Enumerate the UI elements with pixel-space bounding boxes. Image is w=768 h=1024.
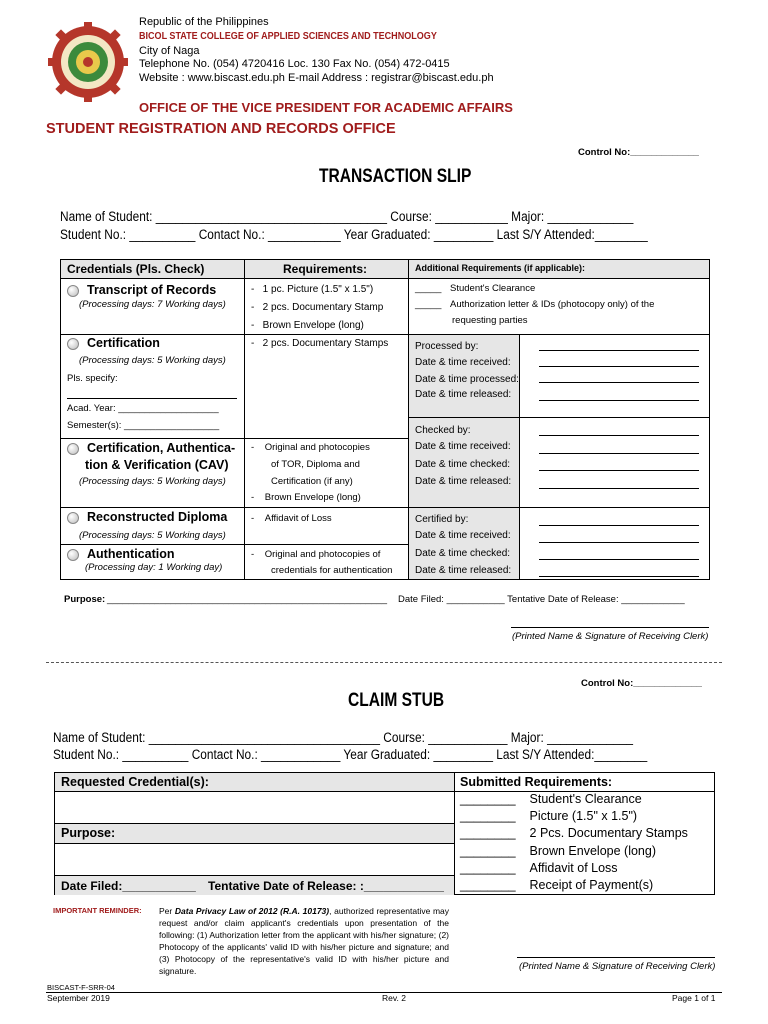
certified-received-label: Date & time received: (415, 530, 511, 541)
credential-option-cav[interactable] (67, 441, 235, 455)
signature-line[interactable] (539, 576, 699, 577)
credential-option-authentication[interactable] (67, 547, 175, 561)
signature-line[interactable] (539, 366, 699, 367)
acad-year-field[interactable]: Acad. Year: ___________________ (67, 403, 219, 414)
reminder-text: Per Data Privacy Law of 2012 (R.A. 10173), authorized representative may request and/or claim applicant's credentials upon presentation of the following: (1) Authorization letter from the applicant with his/her signature; (2) Photocopy of the applicants' valid ID with his/her picture and signature; and (3) Photocopy of the representative's valid ID with his/her picture and signature. (159, 906, 450, 976)
row-divider (61, 438, 409, 439)
row-divider (61, 334, 409, 335)
credential-option-tor[interactable] (67, 283, 216, 297)
header-telephone: Telephone No. (054) 4720416 Loc. 130 Fax No. (054) 472-0415 (139, 58, 450, 70)
specify-label: Pls. specify: (67, 373, 118, 384)
slip-purpose-label: Purpose: (64, 594, 106, 605)
credential-label: Authentication (87, 547, 175, 561)
signature-line[interactable] (539, 488, 699, 489)
stub-clerk-label: (Printed Name & Signature of Receiving Clerk) (519, 961, 716, 972)
credential-option-certification[interactable] (67, 336, 160, 350)
certified-checked-label: Date & time checked: (415, 548, 511, 559)
checked-checked-label: Date & time checked: (415, 459, 511, 470)
credentials-header: Credentials (Pls. Check) (67, 262, 205, 276)
signature-line[interactable] (539, 542, 699, 543)
stub-control-no[interactable]: Control No:_____________ (581, 678, 702, 689)
signature-line[interactable] (539, 382, 699, 383)
slip-clerk-line[interactable] (511, 627, 709, 628)
reminder-law: Data Privacy Law of 2012 (R.A. 10173) (174, 906, 330, 916)
stub-info-line-2[interactable]: Student No.: __________ Contact No.: ____________ Year Graduated: _________ Last S/Y Attended:________ (53, 747, 648, 762)
checked-by-label: Checked by: (415, 425, 471, 436)
processing-days: (Processing days: 5 Working days) (79, 355, 226, 366)
checked-released-label: Date & time released: (415, 476, 512, 487)
radio-icon[interactable] (67, 512, 79, 524)
stub-table (54, 772, 715, 895)
requirement-item: - 1 pc. Picture (1.5" x 1.5") (251, 284, 374, 295)
college-logo (44, 22, 132, 102)
footer-date: September 2019 (47, 993, 110, 1003)
slip-title: TRANSACTION SLIP (319, 166, 472, 187)
header-republic: Republic of the Philippines (139, 16, 269, 28)
stub-purpose-field[interactable] (55, 844, 454, 875)
additional-auth-letter: Authorization letter & IDs (photocopy only) of the (450, 299, 655, 310)
tracking-divider (409, 507, 709, 508)
certified-by-label: Certified by: (415, 514, 469, 525)
stub-item-receipt[interactable]: ________ Receipt of Payment(s) (460, 878, 654, 892)
row-divider (61, 544, 409, 545)
processing-days: (Processing days: 5 Working days) (79, 476, 226, 487)
stub-item-affidavit[interactable]: ________ Affidavit of Loss (460, 861, 618, 875)
processing-days: (Processing day: 1 Working day) (85, 562, 223, 573)
additional-auth-letter-cont: requesting parties (452, 315, 528, 326)
stub-item-envelope[interactable]: ________ Brown Envelope (long) (460, 844, 656, 858)
credential-label: Transcript of Records (87, 283, 217, 297)
certified-released-label: Date & time released: (415, 565, 512, 576)
stub-date-filed[interactable]: Date Filed:___________ (61, 879, 196, 893)
row-divider (61, 507, 409, 508)
semester-field[interactable]: Semester(s): __________________ (67, 420, 220, 431)
credentials-table (60, 259, 710, 580)
requirements-header: Requirements: (283, 262, 368, 276)
slip-clerk-label: (Printed Name & Signature of Receiving Clerk) (512, 631, 709, 642)
requirement-item: - 2 pcs. Documentary Stamps (251, 338, 389, 349)
slip-purpose-field[interactable]: _____________________________________________________ (107, 594, 388, 605)
stub-info-line-1[interactable]: Name of Student: ___________________________________ Course: ____________ Major: _____________ (53, 730, 633, 745)
stub-purpose-label: Purpose: (61, 826, 116, 840)
processed-processed-label: Date & time processed: (415, 374, 519, 385)
tracking-divider (409, 417, 709, 418)
radio-icon[interactable] (67, 338, 79, 350)
specify-line[interactable] (67, 398, 237, 399)
signature-line[interactable] (539, 400, 699, 401)
stub-item-clearance[interactable]: ________ Student's Clearance (460, 792, 642, 806)
requirement-item: of TOR, Diploma and (271, 459, 360, 470)
signature-line[interactable] (539, 453, 699, 454)
radio-icon[interactable] (67, 549, 79, 561)
reminder-label: IMPORTANT REMINDER: (53, 906, 142, 915)
tracking-panel (409, 335, 519, 579)
tracking-column-divider (519, 335, 520, 579)
stub-requested-label: Requested Credential(s): (61, 775, 209, 789)
requirement-item: - 2 pcs. Documentary Stamp (251, 302, 384, 313)
signature-line[interactable] (539, 470, 699, 471)
footer-rev: Rev. 2 (382, 993, 406, 1003)
slip-info-line-1[interactable]: Name of Student: ___________________________________ Course: ___________ Major: _____________ (60, 209, 634, 224)
radio-icon[interactable] (67, 443, 79, 455)
slip-control-no[interactable]: Control No:_____________ (578, 147, 699, 158)
signature-line[interactable] (539, 559, 699, 560)
header-office-srro: STUDENT REGISTRATION AND RECORDS OFFICE (46, 121, 396, 137)
credential-label: Certification (87, 336, 160, 350)
stub-clerk-line[interactable] (517, 957, 715, 958)
requirement-item: - Original and photocopies (251, 442, 370, 453)
checked-received-label: Date & time received: (415, 441, 511, 452)
stub-title: CLAIM STUB (348, 690, 445, 711)
requirement-item: - Brown Envelope (long) (251, 492, 361, 503)
additional-header: Additional Requirements (if applicable): (415, 263, 586, 273)
additional-blank[interactable]: _____ (415, 299, 442, 310)
stub-item-stamps[interactable]: ________ 2 Pcs. Documentary Stamps (460, 826, 688, 840)
stub-requested-field[interactable] (55, 792, 454, 823)
stub-item-picture[interactable]: ________ Picture (1.5" x 1.5") (460, 809, 638, 823)
processed-received-label: Date & time received: (415, 357, 511, 368)
stub-submitted-label: Submitted Requirements: (460, 775, 613, 789)
header-city: City of Naga (139, 45, 200, 57)
requirement-item: credentials for authentication (271, 565, 393, 576)
processed-released-label: Date & time released: (415, 389, 512, 400)
requirement-item: - Original and photocopies of (251, 549, 381, 560)
column-divider (244, 260, 245, 579)
additional-blank[interactable]: _____ (415, 283, 442, 294)
header-college: BICOL STATE COLLEGE OF APPLIED SCIENCES AND TECHNOLOGY (139, 30, 437, 42)
slip-date-filed[interactable]: Date Filed: ___________ Tentative Date of Release: ____________ (398, 594, 685, 605)
signature-line[interactable] (539, 435, 699, 436)
header-website: Website : www.biscast.edu.ph E-mail Address : registrar@biscast.edu.ph (139, 72, 494, 84)
credential-label-cont: tion & Verification (CAV) (85, 458, 229, 472)
requirement-item: Certification (if any) (271, 476, 353, 487)
requirement-item: - Affidavit of Loss (251, 513, 332, 524)
stub-tentative-date[interactable]: Tentative Date of Release: :____________ (208, 879, 444, 893)
footer-page: Page 1 of 1 (672, 993, 716, 1003)
processing-days: (Processing days: 7 Working days) (79, 299, 226, 310)
radio-icon[interactable] (67, 285, 79, 297)
requirement-item: - Brown Envelope (long) (251, 320, 364, 331)
tracking-divider (409, 334, 709, 335)
credential-label: Certification, Authentica- (87, 441, 236, 455)
credential-label: Reconstructed Diploma (87, 510, 228, 524)
header-office-vp: OFFICE OF THE VICE PRESIDENT FOR ACADEMIC AFFAIRS (139, 100, 513, 115)
slip-info-line-2[interactable]: Student No.: __________ Contact No.: ___________ Year Graduated: _________ Last S/Y Attended:________ (60, 227, 648, 242)
signature-line[interactable] (539, 525, 699, 526)
additional-clearance: Student's Clearance (450, 283, 536, 294)
credential-option-diploma[interactable] (67, 510, 227, 524)
cut-line (46, 662, 722, 663)
signature-line[interactable] (539, 350, 699, 351)
footer-form-code: BISCAST-F-SRR-04 (47, 983, 115, 992)
processing-days: (Processing days: 5 Working days) (79, 530, 226, 541)
processed-by-label: Processed by: (415, 341, 479, 352)
